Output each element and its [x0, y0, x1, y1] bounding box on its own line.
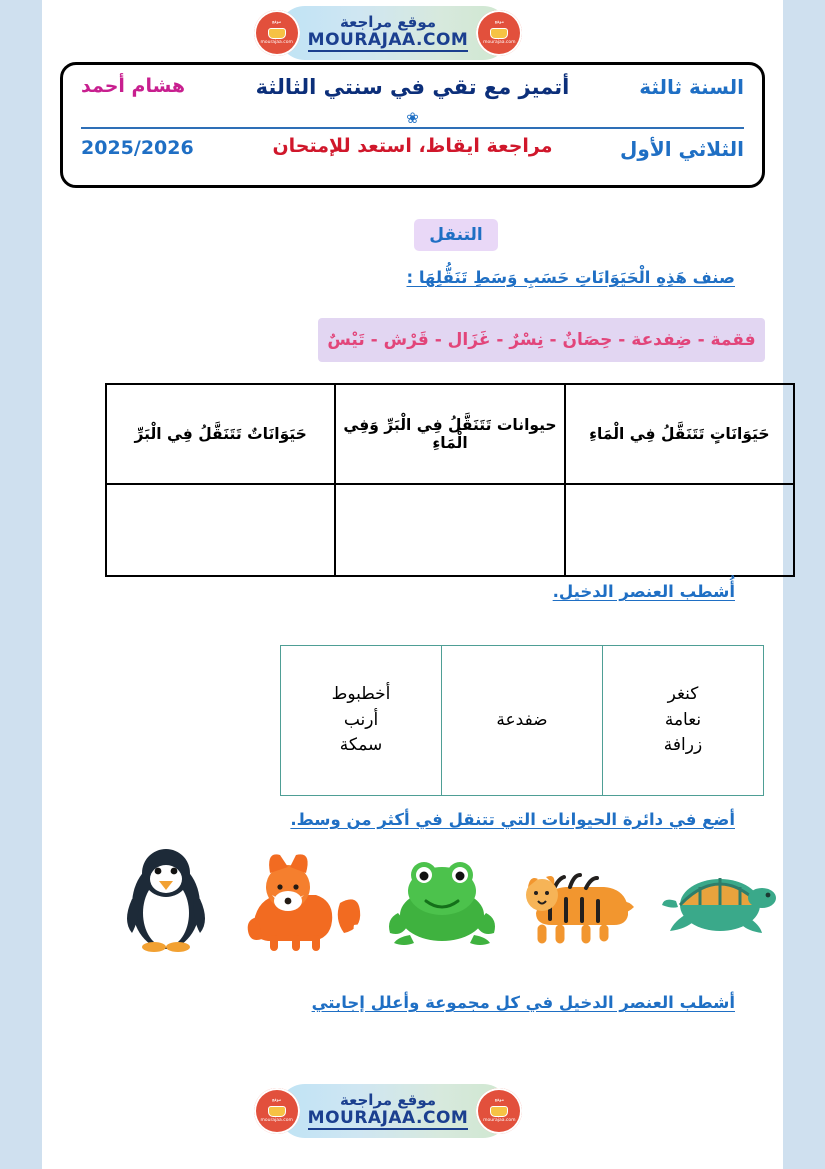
- watermark-text: [308, 14, 469, 53]
- answer-cell-water[interactable]: [565, 484, 794, 576]
- table-header-row: [106, 384, 794, 484]
- badge-bottom-text: mourajaa.com: [260, 39, 293, 45]
- watermark-line-1: موقع مراجعة: [339, 12, 437, 31]
- watermark-line-2: MOURAJAA.COM: [308, 1109, 469, 1131]
- group-item[interactable]: نعامة: [664, 709, 702, 730]
- table-header-water: حَيَوَانَاتٍ تَتَنَقَّلُ فِي الْمَاءِ: [565, 384, 794, 484]
- badge-top-text: موقع: [272, 1097, 282, 1103]
- odd-one-out-table: [280, 645, 764, 796]
- exercise-3-instruction: أضع في دائرة الحيوانات التي تتنقل في أكثر من وسط.: [290, 810, 735, 829]
- watermark-top: [228, 4, 548, 62]
- mourajaa-badge-icon-2: [254, 10, 300, 56]
- group-cell-2[interactable]: [442, 646, 603, 796]
- badge-book-icon: [490, 1106, 508, 1117]
- group-cell-1[interactable]: [281, 646, 442, 796]
- worksheet-title: أتميز مع تقي في سنتي الثالثة: [255, 75, 570, 99]
- answer-cell-land-and-water[interactable]: [335, 484, 564, 576]
- group-item[interactable]: كنغر: [667, 684, 699, 705]
- answer-cell-land[interactable]: [106, 484, 335, 576]
- worksheet-sheet: [42, 0, 783, 1169]
- badge-bottom-text: mourajaa.com: [483, 39, 516, 45]
- school-year-label: السنة ثالثة: [639, 75, 744, 99]
- watermark-line-2: MOURAJAA.COM: [308, 31, 469, 53]
- classification-table: [105, 383, 795, 577]
- penguin-icon[interactable]: [106, 842, 226, 954]
- exercise-2-instruction: أُشطب العنصر الدخيل.: [552, 582, 735, 601]
- badge-top-text: موقع: [272, 19, 282, 25]
- tiger-icon[interactable]: [520, 842, 640, 954]
- badge-bottom-text: mourajaa.com: [483, 1117, 516, 1123]
- trimester-label: الثلاثي الأول: [620, 137, 744, 161]
- badge-book-icon: [268, 1106, 286, 1117]
- header-box: [60, 62, 765, 188]
- word-bank: فقمة - ضِفدعة - حِصَانٌ - نِسْرٌ - غَزَال - قَرْش - تَيْسٌ: [318, 318, 765, 362]
- worksheet-subtitle: مراجعة ايقاظ، استعد للإمتحان: [272, 135, 553, 157]
- group-cell-3[interactable]: [603, 646, 764, 796]
- group-item[interactable]: ضفدعة: [496, 709, 548, 730]
- star-icon: ❀: [406, 109, 419, 127]
- group-item[interactable]: سمكة: [339, 735, 383, 756]
- table-header-land-and-water: حيوانات تَتَنَقَّلُ فِي الْبَرِّ وَفِي الْمَاءِ: [335, 384, 564, 484]
- table-answer-row: [106, 484, 794, 576]
- table-row: [281, 646, 764, 796]
- badge-book-icon: [490, 28, 508, 39]
- group-item[interactable]: أخطبوط: [331, 684, 391, 705]
- date-range: 2025/2026: [81, 137, 194, 159]
- watermark-text: [308, 1092, 469, 1131]
- animal-images-row: [92, 836, 792, 954]
- mourajaa-badge-icon: [476, 10, 522, 56]
- group-item[interactable]: أرنب: [343, 709, 379, 730]
- frog-icon[interactable]: [382, 842, 502, 954]
- badge-bottom-text: mourajaa.com: [260, 1117, 293, 1123]
- badge-top-text: موقع: [494, 1097, 504, 1103]
- exercise-4-instruction: أشطب العنصر الدخيل في كل مجموعة وأعلل إجابتي: [311, 993, 735, 1012]
- header-divider: [81, 127, 744, 129]
- fox-icon[interactable]: [244, 842, 364, 954]
- exercise-1-instruction: صنف هَذِهِ الْحَيَوَانَاتِ حَسَبِ وَسَطِ تَنَقُّلِهَا :: [406, 268, 735, 287]
- mourajaa-badge-icon-2: [254, 1088, 300, 1134]
- mourajaa-badge-icon: [476, 1088, 522, 1134]
- teacher-name: هشام أحمد: [81, 75, 186, 97]
- watermark-line-1: موقع مراجعة: [339, 1090, 437, 1109]
- table-header-land: حَيَوَانَاتٌ تَتَنَقَّلُ فِي الْبَرِّ: [106, 384, 335, 484]
- badge-top-text: موقع: [494, 19, 504, 25]
- group-item[interactable]: زرافة: [663, 735, 703, 756]
- section-chip: التنقل: [414, 219, 498, 251]
- badge-book-icon: [268, 28, 286, 39]
- turtle-icon[interactable]: [658, 842, 778, 954]
- watermark-bottom: [228, 1082, 548, 1140]
